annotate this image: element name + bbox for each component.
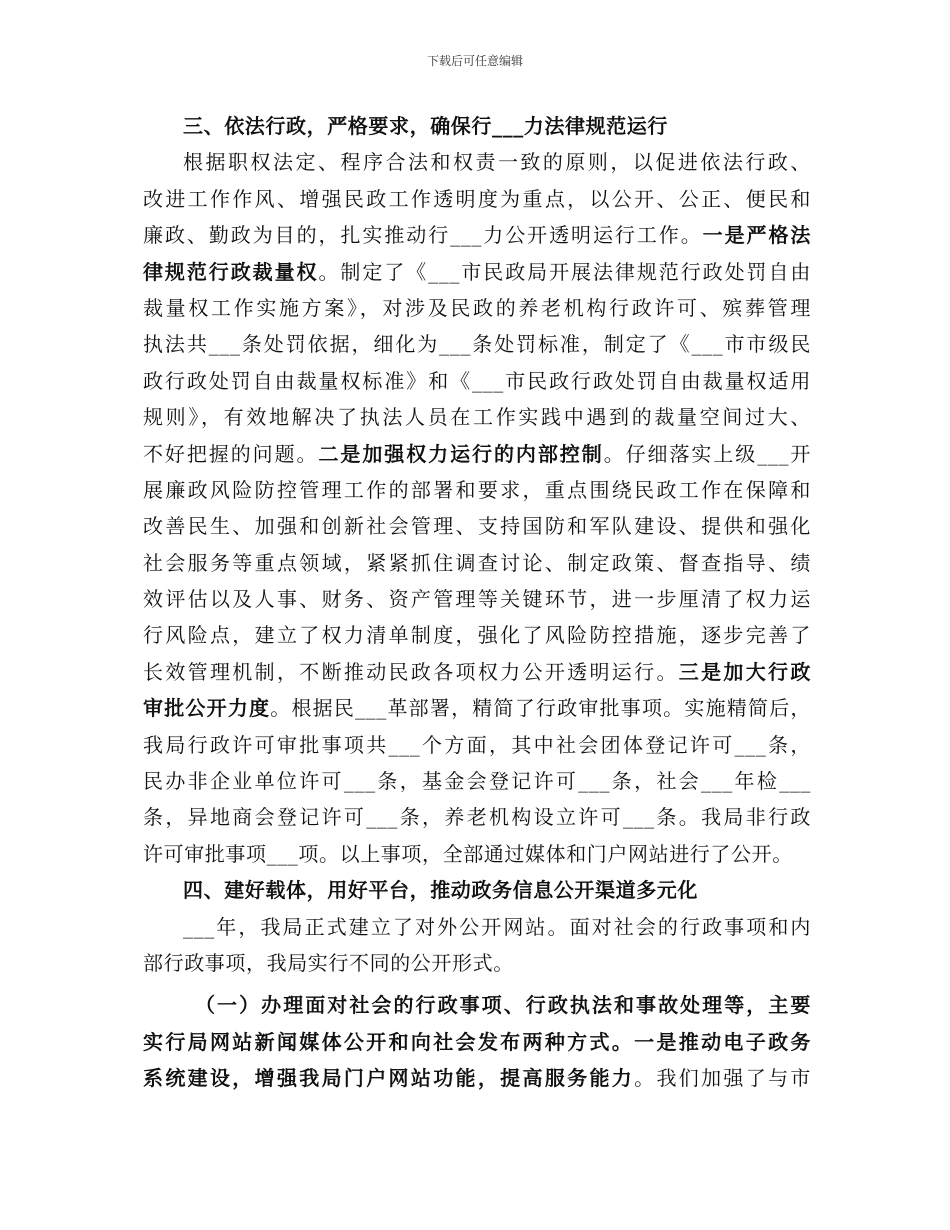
bold-text: 四、建好载体，用好平台，推动政务信息公开渠道多元化 — [183, 878, 698, 903]
text-line — [143, 654, 811, 690]
text-line — [143, 1024, 811, 1060]
body-text: 廉政、勤政为目的，扎实推动行___力公开透明运行工作。 — [143, 223, 703, 248]
text-line — [143, 436, 811, 472]
text-line — [143, 763, 811, 799]
bold-text: 三是加大行政 — [678, 659, 811, 684]
body-text: 效评估以及人事、财务、资产管理等关键环节，进一步厘清了权力运 — [143, 587, 811, 612]
body-text: 。仔细落实上级___开 — [603, 441, 811, 466]
text-line — [143, 945, 811, 981]
bold-text: 审批公开力度 — [143, 696, 271, 721]
text-line — [143, 181, 811, 217]
body-text: 条，异地商会登记许可___条，养老机构设立许可___条。我局非行政 — [143, 805, 811, 830]
section-heading — [143, 872, 811, 908]
body-text: 展廉政风险防控管理工作的部署和要求，重点围绕民政工作在保障和 — [143, 477, 811, 502]
body-text: 长效管理机制，不断推动民政各项权力公开透明运行。 — [143, 659, 679, 684]
text-line — [143, 836, 811, 872]
text-line — [143, 581, 811, 617]
body-text: 我局行政许可审批事项共___个方面，其中社会团体登记许可___条， — [143, 732, 811, 757]
text-line — [143, 690, 811, 726]
text-line — [143, 909, 811, 945]
body-text: 执法共___条处罚依据，细化为___条处罚标准，制定了《___市市级民 — [143, 332, 811, 357]
bold-text: 一是严格法 — [702, 223, 812, 248]
text-line — [143, 363, 811, 399]
text-line — [143, 1060, 811, 1096]
text-line — [143, 799, 811, 835]
body-text: 许可审批事项___项。以上事项，全部通过媒体和门户网站进行了公开。 — [143, 841, 793, 866]
bold-text: 律规范行政裁量权 — [143, 259, 319, 284]
page-header: 下载后可任意编辑 — [426, 54, 523, 68]
body-text: 不好把握的问题。 — [143, 441, 319, 466]
body-text: 规则》，有效地解决了执法人员在工作实践中遇到的裁量空间过大、 — [143, 405, 811, 430]
body-text: 裁量权工作实施方案》，对涉及民政的养老机构行政许可、殡葬管理 — [143, 295, 811, 320]
text-line — [143, 727, 811, 763]
body-text: 政行政处罚自由裁量权标准》和《___市民政行政处罚自由裁量权适用 — [143, 368, 811, 393]
text-line — [143, 399, 811, 435]
text-line — [143, 987, 811, 1023]
bold-text: 二是加强权力运行的内部控制 — [318, 441, 604, 466]
body-text: ___年，我局正式建立了对外公开网站。面对社会的行政事项和内 — [183, 914, 811, 939]
text-line — [143, 472, 811, 508]
body-text: 。根据民___革部署，精简了行政审批事项。实施精简后， — [270, 696, 811, 721]
text-line — [143, 326, 811, 362]
text-line — [143, 617, 811, 653]
body-text: 社会服务等重点领域，紧紧抓住调查讨论、制定政策、督查指导、绩 — [143, 550, 811, 575]
text-line — [143, 217, 811, 253]
bold-text: 系统建设，增强我局门户网站功能，提高服务能力 — [143, 1066, 635, 1091]
body-text: 改进工作作风、增强民政工作透明度为重点，以公开、公正、便民和 — [143, 186, 811, 211]
text-line — [143, 290, 811, 326]
body-text: 行风险点，建立了权力清单制度，强化了风险防控措施，逐步完善了 — [143, 623, 811, 648]
text-line — [143, 144, 811, 180]
body-text: 根据职权法定、程序合法和权责一致的原则，以促进依法行政、 — [183, 150, 811, 175]
text-line — [143, 508, 811, 544]
body-text: 部行政事项，我局实行不同的公开形式。 — [143, 950, 514, 975]
document-body — [143, 108, 811, 1097]
bold-text: 三、依法行政，严格要求，确保行___力法律规范运行 — [183, 114, 668, 138]
bold-text: 实行局网站新闻媒体公开和向社会发布两种方式。一是推动电子政务 — [143, 1029, 811, 1054]
body-text: 改善民生、加强和创新社会管理、支持国防和军队建设、提供和强化 — [143, 514, 811, 539]
text-line — [143, 254, 811, 290]
body-text: 。我们加强了与市 — [634, 1066, 811, 1091]
text-line — [143, 545, 811, 581]
bold-text: （一）办理面对社会的行政事项、行政执法和事故处理等，主要 — [195, 993, 811, 1018]
body-text: 民办非企业单位许可___条，基金会登记许可___条，社会___年检___ — [143, 769, 811, 794]
section-heading — [143, 108, 811, 144]
body-text: 。制定了《___市民政局开展法律规范行政处罚自由 — [318, 259, 811, 284]
